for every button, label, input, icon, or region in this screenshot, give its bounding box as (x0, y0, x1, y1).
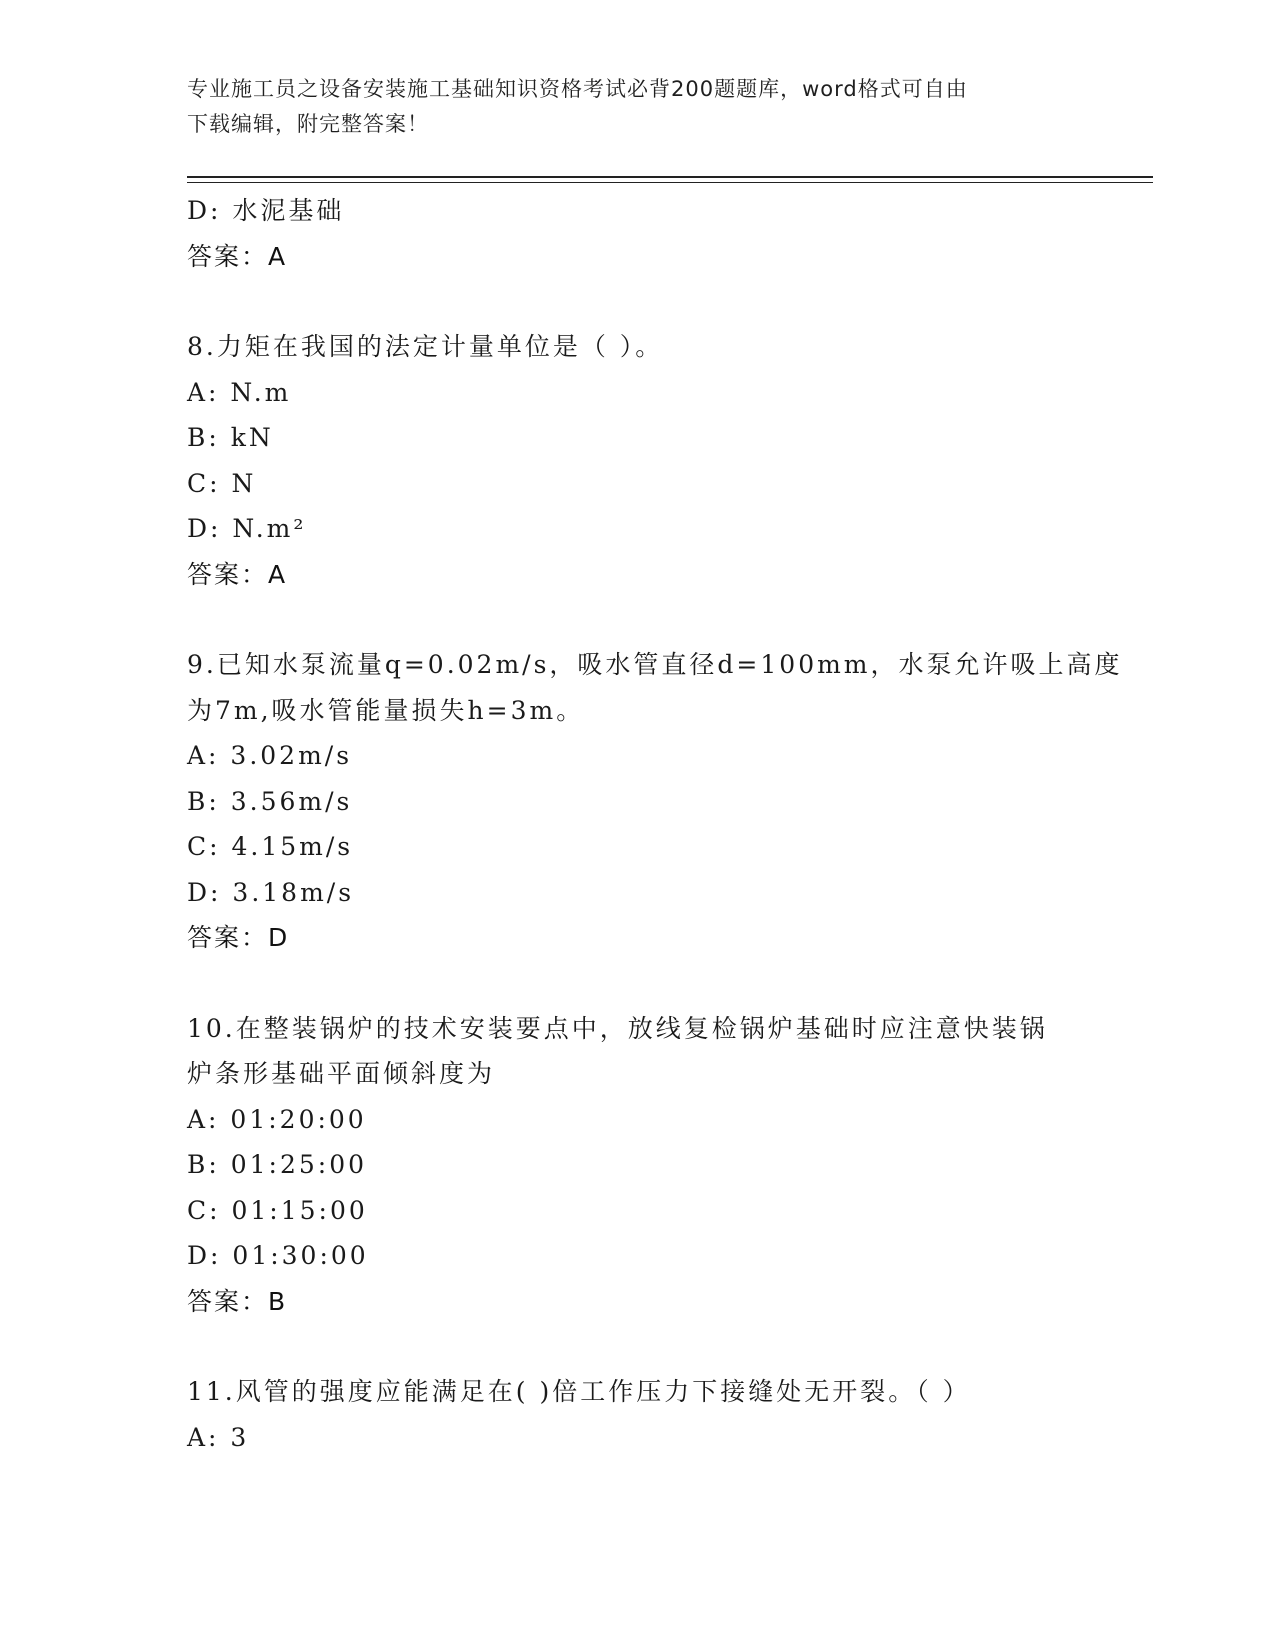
option-a: A: 3.02m/s (187, 741, 353, 770)
header-divider-thick (187, 176, 1153, 178)
option-c: C: 01:15:00 (187, 1195, 368, 1225)
answer-line: 答案：A (187, 241, 288, 271)
header-line-2: 下载编辑，附完整答案！ (187, 112, 429, 136)
question-block-10 (187, 1006, 1087, 1325)
option-d: D: 01:30:00 (187, 1241, 369, 1270)
option-b: B: 3.56m/s (187, 786, 353, 816)
question-block-11 (187, 1369, 1087, 1460)
question-text: 8.力矩在我国的法定计量单位是（ ）。 (187, 332, 664, 361)
option-d: D: N.m² (187, 514, 307, 543)
question-text-line-2: 为7m,吸水管能量损失h=3m。 (187, 695, 585, 725)
question-block-8 (187, 324, 1087, 597)
option-b: B: kN (187, 423, 274, 452)
question-text-line-2: 炉条形基础平面倾斜度为 (187, 1059, 496, 1088)
header-divider-thin (187, 182, 1153, 183)
answer-line: 答案：A (187, 559, 288, 589)
question-text-line-1: 9.已知水泵流量q=0.02m/s，吸水管直径d=100mm，水泵允许吸上高度 (187, 650, 1123, 679)
question-text-line-1: 10.在整装锅炉的技术安装要点中，放线复检锅炉基础时应注意快装锅 (187, 1013, 1048, 1043)
document-header (187, 72, 1067, 142)
option-b: B: 01:25:00 (187, 1150, 368, 1179)
answer-line: 答案：B (187, 1286, 288, 1316)
option-a: A: 01:20:00 (187, 1104, 367, 1134)
question-block-9 (187, 642, 1123, 961)
option-c: C: 4.15m/s (187, 832, 354, 861)
option-a: A: 3 (187, 1422, 250, 1452)
question-list (187, 188, 1123, 1460)
question-block-7 (187, 188, 1087, 279)
option-c: C: N (187, 468, 257, 498)
option-d: D: 3.18m/s (187, 877, 355, 907)
option-d: D: 水泥基础 (187, 196, 345, 225)
answer-line: 答案：D (187, 923, 290, 952)
option-a: A: N.m (187, 377, 292, 407)
header-line-1: 专业施工员之设备安装施工基础知识资格考试必背200题题库，word格式可自由 (187, 77, 968, 101)
question-text: 11.风管的强度应能满足在( )倍工作压力下接缝处无开裂。（ ） (187, 1377, 971, 1406)
